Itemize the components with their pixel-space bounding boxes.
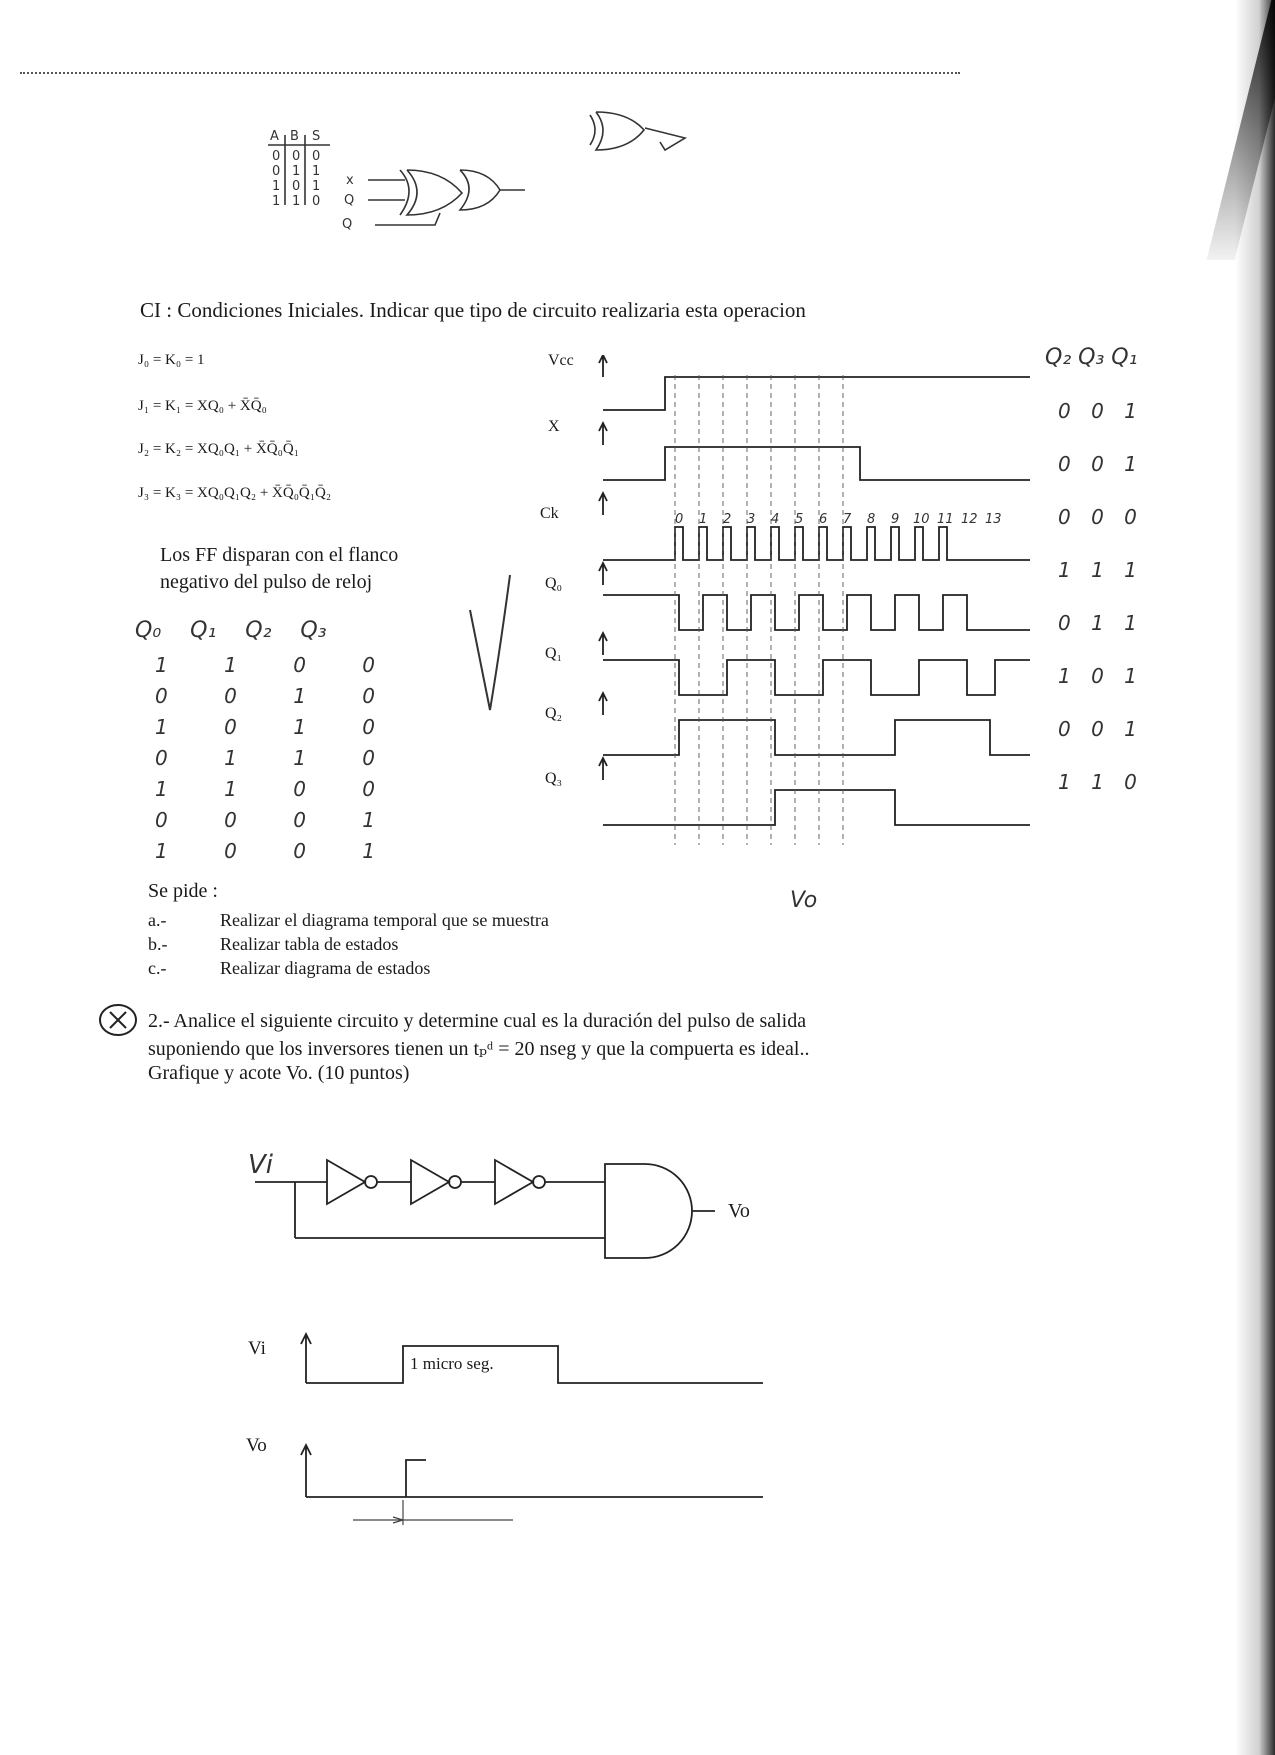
clock-number: 0 (675, 512, 684, 527)
svg-text:B: B (290, 129, 299, 144)
problem2-line3: Grafique y acote Vo. (10 puntos) (148, 1062, 410, 1084)
equation-j0: J₀ = K₀ = 1 (138, 352, 205, 368)
signal-label-x: X (548, 418, 560, 435)
clock-number: 3 (747, 512, 756, 527)
hw-table-rows: 1 1 0 0 0 0 1 0 1 0 1 0 0 1 1 0 1 1 0 0 0 0 0 1 1 0 0 1 (155, 653, 376, 863)
svg-text:1: 1 (272, 194, 281, 209)
inverter-and-circuit (245, 1140, 785, 1270)
item-c-letter: c.- (148, 958, 167, 978)
item-a-text: Realizar el diagrama temporal que se muestra (220, 910, 549, 930)
hw-check-stroke (460, 570, 520, 720)
clock-number: 4 (771, 512, 780, 527)
clock-number: 11 (937, 512, 954, 527)
clock-number: 10 (913, 512, 930, 527)
flipflop-note-line1: Los FF disparan con el flanco (160, 544, 399, 566)
clock-number: 6 (819, 512, 828, 527)
circuit-input-label: Vi (248, 1150, 274, 1180)
svg-text:x: x (346, 173, 354, 188)
hw-vo-note: Vo (790, 888, 818, 913)
svg-text:A: A (270, 129, 279, 144)
equation-j2: J₂ = K₂ = XQ₀Q₁ + X̄Q̄₀Q̄₁ (138, 441, 299, 457)
scan-artifact-line (20, 72, 960, 74)
signal-label-vcc: Vcc (548, 352, 574, 369)
clock-number: 12 (961, 512, 978, 527)
signal-label-q0: Q₀ (545, 575, 563, 592)
clock-number: 9 (891, 512, 900, 527)
signal-label-ck: Ck (540, 505, 559, 522)
clock-number: 2 (723, 512, 732, 527)
se-pide-label: Se pide : (148, 880, 218, 902)
timing-diagram (595, 355, 1035, 850)
svg-text:Q: Q (342, 217, 353, 232)
hw-right-header: Q₂ Q₃ Q₁ (1045, 345, 1138, 370)
top-sketch-gates (250, 100, 770, 260)
svg-text:0: 0 (292, 149, 301, 164)
signal-label-q1: Q₁ (545, 645, 563, 662)
clock-number: 8 (867, 512, 876, 527)
item-c-text: Realizar diagrama de estados (220, 958, 431, 978)
item-b-letter: b.- (148, 934, 168, 954)
svg-text:0: 0 (312, 149, 321, 164)
vi-waveform (298, 1328, 768, 1393)
equation-j3: J₃ = K₃ = XQ₀Q₁Q₂ + X̄Q̄₀Q̄₁Q̄₂ (138, 485, 332, 501)
svg-text:0: 0 (272, 164, 281, 179)
svg-text:Q: Q (344, 193, 355, 208)
circuit-output-label: Vo (728, 1200, 750, 1222)
hw-circled-x-mark (92, 1000, 140, 1040)
vo-waveform-label: Vo (246, 1435, 267, 1456)
pulse-width-label: 1 micro seg. (410, 1354, 494, 1373)
svg-text:1: 1 (292, 194, 301, 209)
hw-table-header: Q₀ Q₁ Q₂ Q₃ (135, 618, 327, 643)
clock-number: 1 (699, 512, 708, 527)
problem2-line2: suponiendo que los inversores tienen un tₚᵈ = 20 nseg y que la compuerta es ideal.. (148, 1038, 810, 1060)
clock-number: 7 (843, 512, 852, 527)
initial-conditions-header: CI : Condiciones Iniciales. Indicar que tipo de circuito realizaria esta operacion (140, 298, 806, 322)
svg-text:1: 1 (312, 164, 321, 179)
signal-label-q3: Q₃ (545, 770, 563, 787)
svg-text:0: 0 (312, 194, 321, 209)
vi-waveform-label: Vi (248, 1338, 266, 1359)
scan-edge-shadow (1235, 0, 1275, 1755)
clock-number: 5 (795, 512, 804, 527)
equation-j1: J₁ = K₁ = XQ₀ + X̄Q̄₀ (138, 398, 267, 414)
svg-text:0: 0 (292, 179, 301, 194)
flipflop-note-line2: negativo del pulso de reloj (160, 571, 373, 593)
item-a-letter: a.- (148, 910, 167, 930)
svg-text:1: 1 (312, 179, 321, 194)
item-b-text: Realizar tabla de estados (220, 934, 399, 954)
vo-waveform (298, 1420, 768, 1530)
signal-label-q2: Q₂ (545, 705, 563, 722)
hw-right-rows: 0 0 1 0 0 1 0 0 0 1 1 1 0 1 1 1 0 1 0 0 1 1 1 0 (1058, 399, 1137, 794)
svg-text:1: 1 (292, 164, 301, 179)
svg-text:1: 1 (272, 179, 281, 194)
problem2-line1: 2.- Analice el siguiente circuito y determine cual es la duración del pulso de salida (148, 1010, 807, 1032)
svg-text:0: 0 (272, 149, 281, 164)
clock-number: 13 (985, 512, 1002, 527)
svg-text:S: S (312, 129, 321, 144)
